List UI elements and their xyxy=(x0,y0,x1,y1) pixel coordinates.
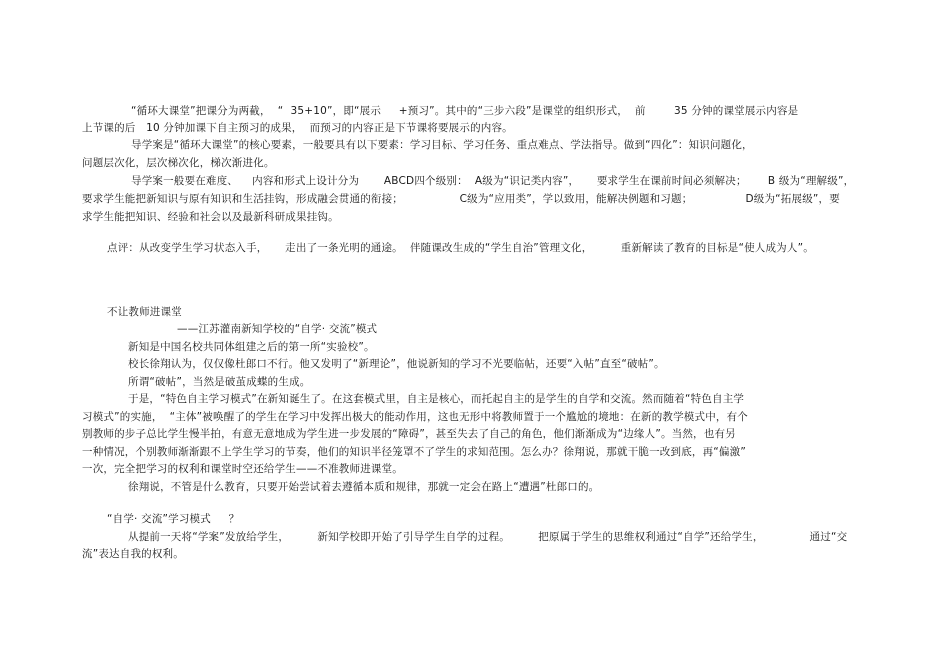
section-title: 不让教师进课堂 xyxy=(107,306,182,318)
paragraph-line: 问题层次化，层次梯次化，梯次渐进化。 xyxy=(82,157,275,169)
paragraph-line: 一种情况，个别教师渐渐跟不上学生学习的节奏，他们的知识半径笼罩不了学生的求知范围。怎么办？徐翔说，那就干脆一改到底，再“偏激” xyxy=(82,446,746,458)
paragraph-line: 于是，“特色自主学习模式”在新知诞生了。在这套模式里，自主是核心，而托起自主的是学生的自学和交流。然而随着“特色自主学 xyxy=(128,393,745,405)
comment-paragraph: 点评：从改变学生学习状态入手， 走出了一条光明的通途。 伴随课改生成的“学生自治”管理文化， 重新解读了教育的目标是“使人成为人”。 xyxy=(107,242,814,254)
paragraph-line: 一次，完全把学习的权利和课堂时空还给学生——不准教师进课堂。 xyxy=(82,463,403,475)
paragraph-line: 从提前一天将“学案”发放给学生， 新知学校即开始了引导学生自学的过程。 把原属于学生的思维权利通过“自学”还给学生， 通过“交 xyxy=(128,531,848,543)
paragraph-line: 徐翔说，不管是什么教育，只要开始尝试着去遵循本质和规律，那就一定会在路上“遭遇”杜郎口的。 xyxy=(128,481,600,493)
section-title: “自学· 交流”学习模式 ？ xyxy=(107,513,240,525)
paragraph-line: 要求学生能把新知识与原有知识和生活挂钩，形成融会贯通的衔接； C级为“应用类”，学以致用，能解决例题和习题； D级为“拓展级”，要 xyxy=(82,193,840,205)
paragraph-line: 所谓“破帖”，当然是破茧成蝶的生成。 xyxy=(128,376,311,388)
paragraph-line: “循环大课堂”把课分为两截， “ 35+10”，即“展示 +预习”。其中的“三步六段”是课堂的组织形式， 前 35 分钟的课堂展示内容是 xyxy=(131,105,799,117)
paragraph-line: 习模式”的实施， “主体”被唤醒了的学生在学习中发挥出极大的能动作用，这也无形中将教师置于一个尴尬的境地：在新的教学模式中，有个 xyxy=(82,411,748,423)
section-subtitle: ——江苏灌南新知学校的“自学· 交流”模式 xyxy=(177,323,378,335)
paragraph-line: 流”表达自我的权利。 xyxy=(82,548,184,560)
paragraph-line: 求学生能把知识、经验和社会以及最新科研成果挂钩。 xyxy=(82,211,339,223)
paragraph-line: 导学案一般要在难度、 内容和形式上设计分为 ABCD四个级别： A级为“识记类内容”， 要求学生在课前时间必须解决； B 级为“理解级”， xyxy=(131,175,855,187)
paragraph-line: 别教师的步子总比学生慢半拍，有意无意地成为学生进一步发展的“障碍”，甚至失去了自己的角色，他们渐渐成为“边缘人”。当然，也有另 xyxy=(82,428,736,440)
paragraph-line: 导学案是“循环大课堂”的核心要素，一般要具有以下要素：学习目标、学习任务、重点难点、学法指导。做到“四化”：知识问题化， xyxy=(131,139,753,151)
paragraph-line: 校长徐翔认为，仅仅像杜郎口不行。他又发明了“新理论”，他说新知的学习不光要临帖，还要“入帖”直至“破帖”。 xyxy=(128,358,665,370)
paragraph-line: 新知是中国名校共同体组建之后的第一所“实验校”。 xyxy=(128,341,375,353)
paragraph-line: 上节课的后 10 分钟加课下自主预习的成果， 而预习的内容正是下节课将要展示的内容。 xyxy=(82,122,513,134)
